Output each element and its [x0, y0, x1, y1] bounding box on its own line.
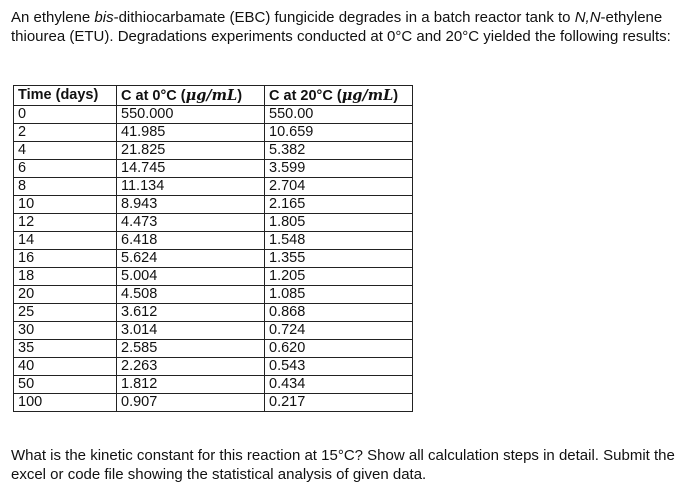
cell-time: 6	[14, 160, 117, 178]
cell-c-0c: 1.812	[117, 376, 265, 394]
table-row	[14, 394, 413, 412]
cell-time: 18	[14, 268, 117, 286]
cell-c-20c: 2.165	[265, 196, 413, 214]
cell-time: 8	[14, 178, 117, 196]
header-c20-close: )	[393, 87, 399, 104]
question-text: What is the kinetic constant for this reaction at 15°C? Show all calculation steps in detail. Submit the excel or code file showing the statistical analysis of given data.	[11, 447, 675, 483]
header-c0-close: )	[237, 87, 243, 104]
table-row	[14, 304, 413, 322]
header-time-label: Time (days)	[18, 87, 99, 103]
header-c0-unit: μg/mL	[185, 86, 238, 104]
cell-c-20c: 0.620	[265, 340, 413, 358]
cell-c-20c: 1.355	[265, 250, 413, 268]
cell-c-0c: 5.004	[117, 268, 265, 286]
cell-c-0c: 0.907	[117, 394, 265, 412]
cell-time: 20	[14, 286, 117, 304]
header-c0-label: C at 0°C (	[121, 87, 186, 104]
cell-time: 50	[14, 376, 117, 394]
cell-c-0c: 21.825	[117, 142, 265, 160]
cell-time: 25	[14, 304, 117, 322]
cell-time: 14	[14, 232, 117, 250]
intro-text-1: An ethylene	[11, 9, 95, 26]
table-row	[14, 196, 413, 214]
cell-c-0c: 11.134	[117, 178, 265, 196]
cell-c-20c: 10.659	[265, 124, 413, 142]
table-body	[14, 106, 413, 412]
cell-c-20c: 0.543	[265, 358, 413, 376]
cell-c-20c: 0.724	[265, 322, 413, 340]
cell-c-20c: 2.704	[265, 178, 413, 196]
table-row	[14, 286, 413, 304]
cell-time: 40	[14, 358, 117, 376]
cell-c-0c: 3.014	[117, 322, 265, 340]
cell-time: 100	[14, 394, 117, 412]
cell-c-20c: 0.217	[265, 394, 413, 412]
cell-c-20c: 3.599	[265, 160, 413, 178]
cell-time: 35	[14, 340, 117, 358]
cell-c-0c: 3.612	[117, 304, 265, 322]
table-row	[14, 376, 413, 394]
table-row	[14, 142, 413, 160]
header-time	[14, 86, 117, 106]
table-row	[14, 322, 413, 340]
cell-time: 16	[14, 250, 117, 268]
cell-c-20c: 550.00	[265, 106, 413, 124]
cell-c-0c: 8.943	[117, 196, 265, 214]
table-header-row	[14, 86, 413, 106]
cell-time: 0	[14, 106, 117, 124]
cell-c-0c: 6.418	[117, 232, 265, 250]
table-row	[14, 178, 413, 196]
header-c20-label: C at 20°C (	[269, 87, 342, 104]
cell-c-0c: 14.745	[117, 160, 265, 178]
cell-c-0c: 41.985	[117, 124, 265, 142]
table-row	[14, 106, 413, 124]
cell-c-20c: 5.382	[265, 142, 413, 160]
cell-c-20c: 1.205	[265, 268, 413, 286]
cell-time: 4	[14, 142, 117, 160]
intro-text-2: -dithiocarbamate (EBC) fungicide degrades in a batch reactor tank to	[113, 9, 575, 26]
cell-time: 2	[14, 124, 117, 142]
table-row	[14, 340, 413, 358]
table-row	[14, 268, 413, 286]
header-c20-unit: μg/mL	[341, 86, 394, 104]
cell-c-20c: 1.085	[265, 286, 413, 304]
cell-time: 10	[14, 196, 117, 214]
cell-c-20c: 0.434	[265, 376, 413, 394]
table-row	[14, 232, 413, 250]
degradation-data-table	[13, 85, 413, 412]
table-row	[14, 214, 413, 232]
table-row	[14, 358, 413, 376]
cell-c-0c: 4.508	[117, 286, 265, 304]
cell-time: 30	[14, 322, 117, 340]
cell-c-20c: 1.548	[265, 232, 413, 250]
cell-c-0c: 2.585	[117, 340, 265, 358]
cell-c-20c: 0.868	[265, 304, 413, 322]
cell-time: 12	[14, 214, 117, 232]
intro-text-3: -ethylene thiourea (ETU). Degradations experiments conducted at 0°C and 20°C yielded the following results:	[11, 9, 671, 45]
problem-intro	[11, 8, 691, 46]
intro-italic-nn: N,N	[574, 9, 601, 26]
cell-c-0c: 550.000	[117, 106, 265, 124]
cell-c-20c: 1.805	[265, 214, 413, 232]
intro-italic-bis: bis	[94, 9, 114, 26]
table-row	[14, 250, 413, 268]
cell-c-0c: 2.263	[117, 358, 265, 376]
cell-c-0c: 4.473	[117, 214, 265, 232]
table-row	[14, 124, 413, 142]
cell-c-0c: 5.624	[117, 250, 265, 268]
header-c0	[117, 86, 265, 106]
table-row	[14, 160, 413, 178]
header-c20	[265, 86, 413, 106]
